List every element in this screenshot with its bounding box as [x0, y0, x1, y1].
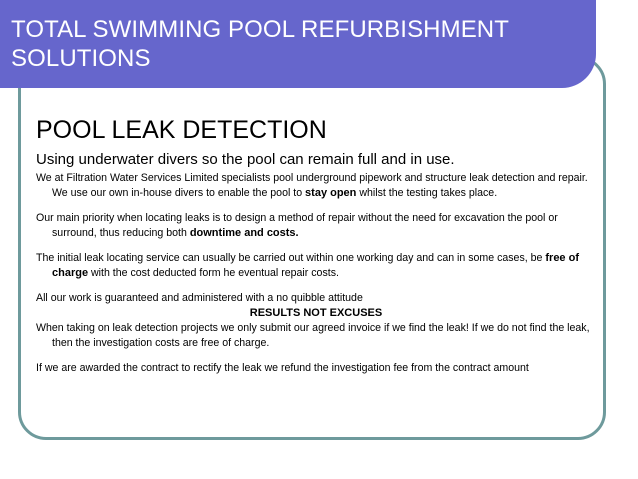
paragraph-priority	[36, 211, 596, 241]
paragraph-divers	[36, 171, 596, 201]
section-subheading: Using underwater divers so the pool can remain full and in use.	[36, 151, 455, 168]
paragraph-guarantee: All our work is guaranteed and administered with a no quibble attitude	[36, 292, 363, 304]
paragraph-invoice: When taking on leak detection projects we only submit our agreed invoice if we find the leak! If we do not find the leak, then the investigation costs are free of charge.	[36, 322, 590, 349]
paragraph-priority-text-a: Our main priority when locating leaks is to design a method of repair without the need for excavation the pool or surround, thus reducing both	[36, 212, 558, 239]
paragraph-divers-text-c: whilst the testing takes place.	[356, 187, 498, 199]
paragraph-divers-emphasis: stay open	[305, 187, 357, 199]
title-bar	[0, 0, 596, 88]
paragraph-initial-service-text-a: The initial leak locating service can usually be carried out within one working day and can in some cases, be	[36, 252, 546, 264]
paragraph-priority-emphasis: downtime and costs.	[189, 227, 299, 239]
paragraph-refund: If we are awarded the contract to rectify the leak we refund the investigation fee from the contract amount	[36, 362, 529, 374]
paragraph-divers-text-a: We at Filtration Water Services Limited specialists pool underground pipework and structure leak detection and repair. We use our own in-house divers to enable the pool to	[36, 172, 588, 199]
paragraph-initial-service	[36, 251, 596, 281]
slide-title: TOTAL SWIMMING POOL REFURBISHMENT SOLUTIONS	[11, 16, 509, 72]
slide-content	[36, 115, 596, 386]
paragraph-initial-service-text-c: with the cost deducted form he eventual repair costs.	[88, 267, 339, 279]
section-heading: POOL LEAK DETECTION	[36, 116, 327, 144]
paragraph-initial-service-emphasis: free of charge	[52, 252, 579, 279]
results-tagline: RESULTS NOT EXCUSES	[249, 307, 383, 319]
